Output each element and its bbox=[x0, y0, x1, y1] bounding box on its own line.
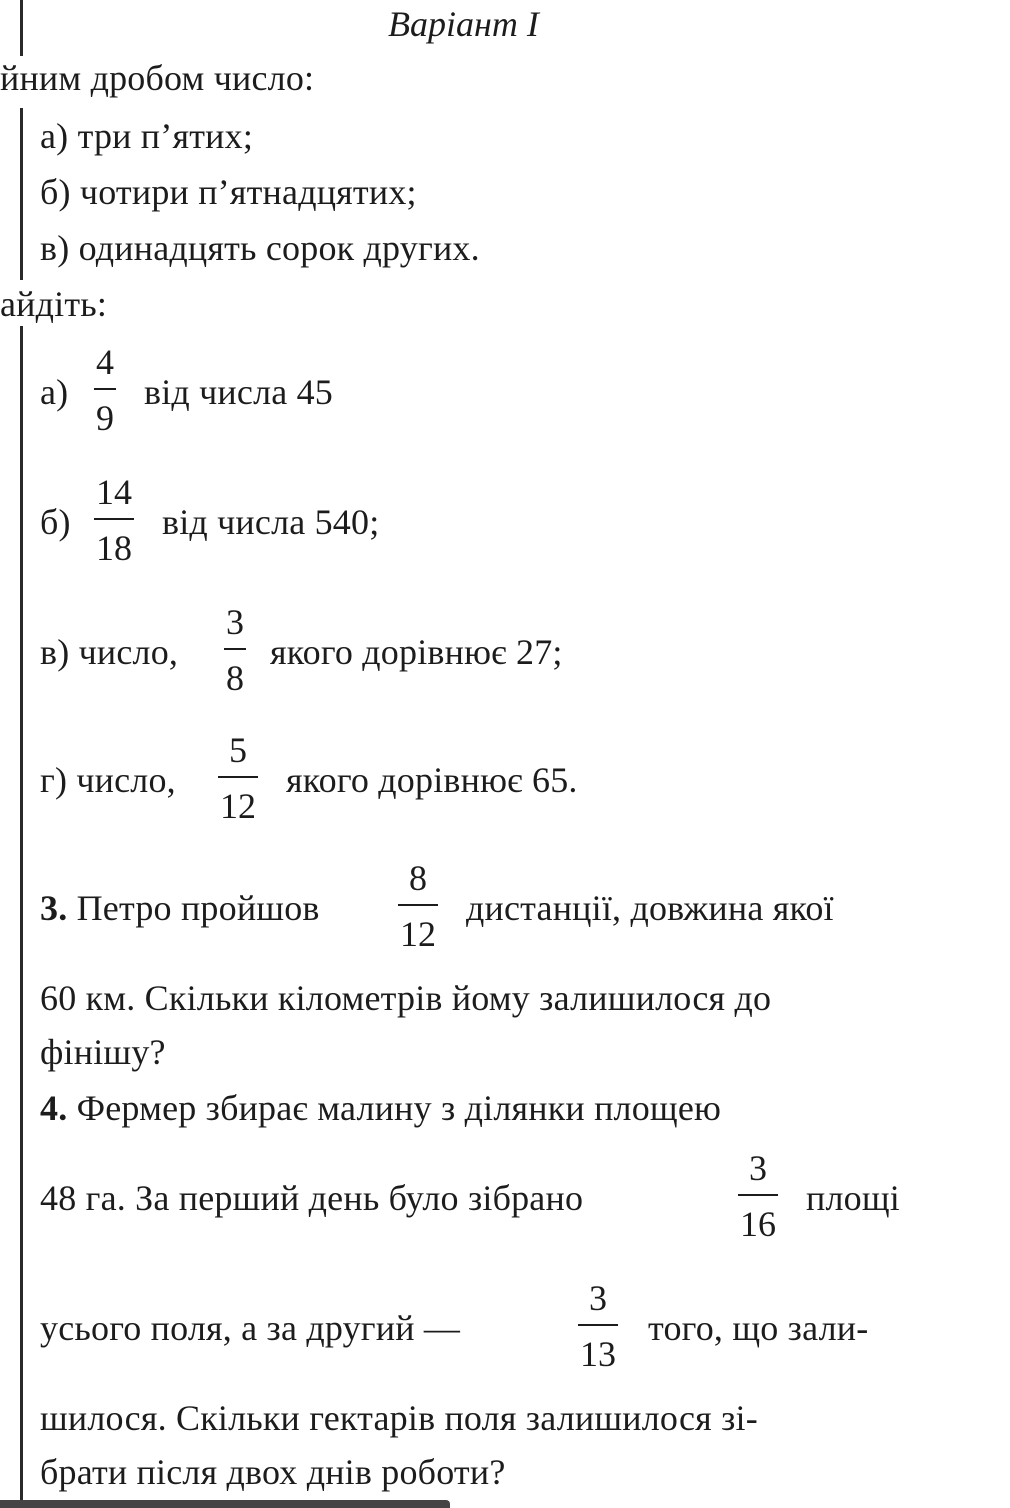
task2-item-b-fraction bbox=[94, 474, 134, 566]
fraction-denominator: 12 bbox=[400, 914, 436, 954]
task4-number: 4. bbox=[40, 1088, 68, 1128]
task3-text-part2: дистанції, довжина якої bbox=[466, 888, 834, 928]
fraction-numerator: 5 bbox=[229, 730, 247, 770]
task4-fraction1 bbox=[738, 1150, 778, 1242]
task1-item-b: б) чотири п’ятнадцятих; bbox=[40, 172, 417, 212]
task2-item-c-fraction bbox=[224, 604, 246, 696]
task2-item-c-suffix: якого дорівнює 27; bbox=[270, 632, 563, 672]
task3-fraction bbox=[398, 860, 438, 952]
scrollbar[interactable] bbox=[0, 1500, 450, 1508]
task2-item-a-fraction bbox=[94, 344, 116, 436]
margin-rule-top bbox=[20, 0, 23, 56]
task3-number: 3. bbox=[40, 888, 68, 928]
task1-item-c: в) одинадцять сорок других. bbox=[40, 228, 480, 268]
task4-line2a: 48 га. За перший день було зібрано bbox=[40, 1178, 584, 1218]
fraction-denominator: 16 bbox=[740, 1204, 776, 1244]
task2-item-d-fraction bbox=[218, 732, 258, 824]
fraction-denominator: 9 bbox=[96, 398, 114, 438]
fraction-denominator: 12 bbox=[220, 786, 256, 826]
task1-item-a: а) три п’ятих; bbox=[40, 116, 254, 156]
fraction-numerator: 3 bbox=[589, 1278, 607, 1318]
fraction-numerator: 14 bbox=[96, 472, 132, 512]
margin-rule-task2 bbox=[20, 326, 23, 1508]
task2-item-b-prefix: б) bbox=[40, 502, 71, 542]
fraction-denominator: 13 bbox=[580, 1334, 616, 1374]
task2-intro: айдіть: bbox=[0, 284, 108, 324]
task3-line1 bbox=[40, 886, 320, 930]
task4-line3a: усього поля, а за другий — bbox=[40, 1308, 461, 1348]
task2-item-c-prefix: в) число, bbox=[40, 632, 179, 672]
task2-item-d-suffix: якого дорівнює 65. bbox=[286, 760, 578, 800]
task4-line4: шилося. Скільки гектарів поля залишилося зі- bbox=[40, 1398, 758, 1438]
fraction-numerator: 8 bbox=[409, 858, 427, 898]
fraction-numerator: 4 bbox=[96, 342, 114, 382]
task1-intro: йним дробом число: bbox=[0, 58, 315, 98]
task4-line2b: площі bbox=[806, 1178, 900, 1218]
task4-fraction2 bbox=[578, 1280, 618, 1372]
task4-line1 bbox=[40, 1086, 721, 1130]
task2-item-a-prefix: а) bbox=[40, 372, 69, 412]
variant-title: Варіант I bbox=[388, 4, 539, 44]
task4-line3b: того, що зали- bbox=[648, 1308, 869, 1348]
fraction-numerator: 3 bbox=[226, 602, 244, 642]
task3-text-part1: Петро пройшов bbox=[76, 888, 320, 928]
task2-item-a-suffix: від числа 45 bbox=[144, 372, 334, 412]
margin-rule-task1 bbox=[20, 108, 23, 280]
fraction-numerator: 3 bbox=[749, 1148, 767, 1188]
task3-line2: 60 км. Скільки кілометрів йому залишилося до bbox=[40, 978, 772, 1018]
fraction-denominator: 8 bbox=[226, 658, 244, 698]
task4-text-line1: Фермер збирає малину з ділянки площею bbox=[76, 1088, 722, 1128]
task2-item-b-suffix: від числа 540; bbox=[162, 502, 380, 542]
fraction-denominator: 18 bbox=[96, 528, 132, 568]
task4-line5: брати після двох днів роботи? bbox=[40, 1452, 506, 1492]
task3-line3: фінішу? bbox=[40, 1032, 166, 1072]
task2-item-d-prefix: г) число, bbox=[40, 760, 176, 800]
